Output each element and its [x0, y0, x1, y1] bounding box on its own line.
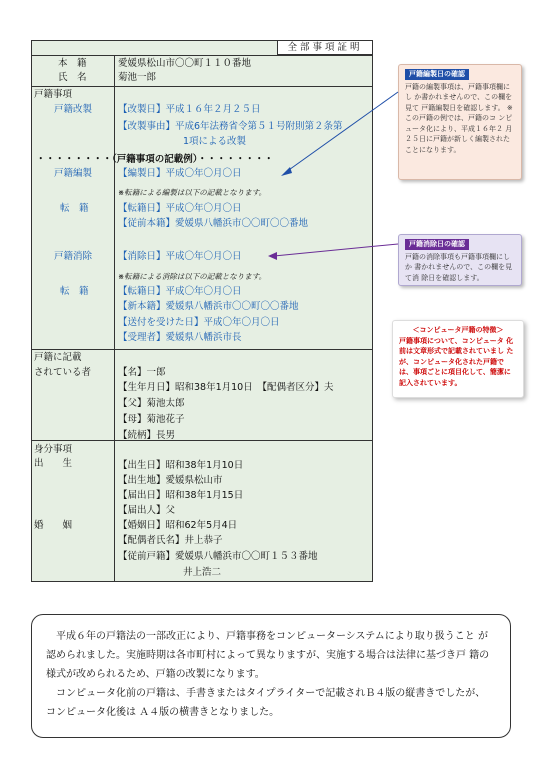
tenseki2-date: 【転籍日】平成〇年〇月〇日	[118, 286, 242, 297]
prev-honseki: 【従前戸籍】愛媛県八幡浜市〇〇町１５３番地	[118, 551, 318, 562]
tenseki2-label: 転 籍	[60, 286, 89, 297]
person-label-line1: 戸籍に記載	[34, 352, 82, 363]
person-mother: 【母】菊池花子	[118, 414, 185, 425]
shoujo-label: 戸籍消除	[54, 251, 93, 262]
shimei-label: 氏 名	[58, 72, 87, 83]
tenseki2-received: 【送付を受けた日】平成〇年〇月〇日	[118, 317, 280, 328]
callout-shoujo-text: 戸籍の消除事項も戸籍事項欄にしか 書かれませんので、この欄を見て消 除日を確認します。	[405, 252, 513, 282]
tenseki1-old: 【従前本籍】愛媛県八幡浜市〇〇町〇〇番地	[118, 218, 309, 229]
shimei-value: 菊池一郎	[118, 72, 157, 83]
tenseki1-date: 【転籍日】平成〇年〇月〇日	[118, 203, 242, 214]
certificate-title: 全部事項証明	[277, 40, 373, 55]
tenseki2-receiver: 【受理者】愛媛県八幡浜市長	[118, 332, 242, 343]
arrow-hensei	[286, 92, 398, 172]
honseki-value: 愛媛県松山市〇〇町１１０番地	[118, 58, 252, 69]
marriage-date: 【婚姻日】昭和62年5月4日	[118, 520, 238, 531]
kaisei-reason-line1: 【改製事由】平成6年法務省令第５１号附則第２条第	[118, 121, 343, 132]
callout-shoujo-title: 戸籍消除日の確認	[405, 239, 469, 250]
mibun-section-label: 身分事項	[34, 444, 73, 455]
hensei-label: 戸籍編製	[54, 168, 93, 179]
explanation-para2: コンピュータ化前の戸籍は、手書きまたはタイプライターで記載されＢ４版の縦書きでしたが、 コンピュータ化後は Ａ４版の横書きとなりました。	[46, 688, 486, 718]
birth-place: 【出生地】愛媛県松山市	[118, 475, 223, 486]
explanation-para1: 平成６年の戸籍法の一部改正により、戸籍事務をコンピューターシステムにより取り扱うこと が認められました。実施時期は各市町村によって異なりますが、実施する場合は法律に基づき戸 籍の様式が改められるため、戸籍の改製になります。	[46, 631, 490, 680]
example-divider: ・・・・・・・・（戸籍事項の記載例）・・・・・・・・	[36, 154, 274, 165]
tenseki2-new: 【新本籍】愛媛県八幡浜市〇〇町〇〇番地	[118, 301, 299, 312]
shoujo-date: 【消除日】平成〇年〇月〇日	[118, 251, 242, 262]
birth-date: 【出生日】昭和38年1月10日	[118, 460, 244, 471]
person-label-line2: されている者	[34, 367, 92, 378]
birth-label: 出 生	[34, 458, 73, 469]
spouse-name: 【配偶者氏名】井上恭子	[118, 535, 223, 546]
explanation-box	[31, 614, 511, 738]
callout-hensei-text: 戸籍の編製事項は、戸籍事項欄にし か書かれませんので、この欄を見て 戸籍編製日を確認します。 ※ この戸籍の例では、戸籍のコ ンピュータ化により、平成１６年２ 月２５日に戸籍が新しく編製された ことになります。	[405, 82, 520, 154]
person-name: 【名】一郎	[118, 367, 166, 378]
kaisei-reason-line2: 1項による改製	[183, 136, 247, 147]
person-father: 【父】菊池太郎	[118, 398, 185, 409]
birth-report-date: 【届出日】昭和38年1月15日	[118, 490, 244, 501]
note-tenseki-shoujo: ※転籍による消除は以下の記載となります。	[118, 272, 267, 281]
arrow-shoujo	[274, 244, 398, 256]
prev-head-name: 井上浩二	[183, 567, 222, 578]
tenseki1-label: 転 籍	[60, 203, 89, 214]
arrowhead-hensei	[281, 167, 292, 176]
marriage-label: 婚 姻	[34, 520, 73, 531]
note-tenseki-hensei: ※転籍による編製は以下の記載となります。	[118, 188, 267, 197]
birth-reporter: 【届出人】父	[118, 505, 176, 516]
hensei-date: 【編製日】平成〇年〇月〇日	[118, 168, 242, 179]
kaisei-date: 【改製日】平成１６年２月２５日	[118, 104, 261, 115]
honseki-label: 本 籍	[58, 58, 87, 69]
koseki-section-label: 戸籍事項	[34, 89, 73, 100]
callout-hensei-title: 戸籍編製日の確認	[405, 69, 469, 80]
callout-computer-title: ＜コンピュータ戸籍の特徴＞	[412, 326, 504, 334]
callout-computer-text: 戸籍事項について、コンピュータ 化前は文章形式で記載されていまし たが、コンピュータ化された戸籍で は、事項ごとに項目化して、簡潔に 記入されています。	[399, 336, 514, 387]
person-relation: 【続柄】長男	[118, 430, 176, 441]
arrowhead-shoujo	[268, 252, 277, 260]
kaisei-label: 戸籍改製	[54, 104, 93, 115]
person-birth: 【生年月日】昭和38年1月10日 【配偶者区分】夫	[118, 382, 334, 393]
